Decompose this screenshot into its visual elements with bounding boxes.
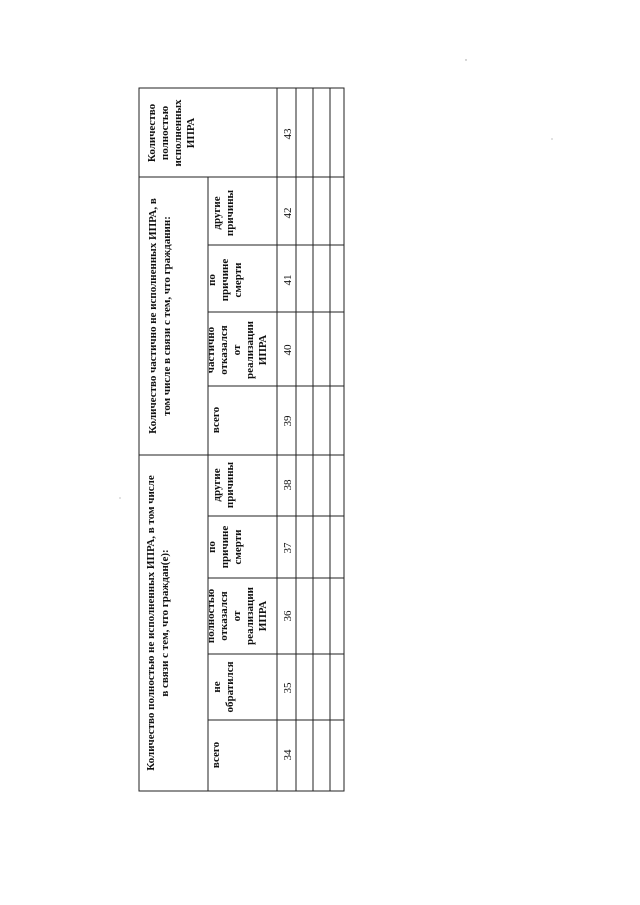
- header-total-partial: [210, 406, 222, 433]
- header-text: Количество: [146, 103, 158, 163]
- svg-text:35: 35: [282, 682, 294, 694]
- col-number: [282, 682, 294, 694]
- header-group-partially: [147, 198, 173, 434]
- header-text: причины: [224, 189, 236, 237]
- header-text: реализации: [244, 586, 256, 646]
- col-number: [282, 208, 294, 219]
- header-text: отказался: [218, 325, 230, 375]
- header-not-applied: [211, 661, 236, 712]
- col-number: [282, 275, 294, 286]
- svg-text:38: 38: [282, 479, 294, 491]
- header-text: другие: [211, 468, 223, 502]
- col-number: [282, 542, 294, 554]
- header-text: по: [206, 541, 218, 553]
- header-text: том числе в связи с тем, что гражданин:: [161, 216, 173, 416]
- col-number: [282, 610, 294, 622]
- header-text: смерти: [232, 529, 244, 565]
- svg-text:41: 41: [282, 274, 294, 286]
- header-text: всего: [210, 741, 222, 769]
- header-partially-refused: [205, 320, 269, 379]
- svg-text:42: 42: [282, 207, 294, 219]
- header-group-not-fulfilled: [145, 475, 171, 771]
- header-text: всего: [210, 406, 222, 434]
- col-number: [282, 128, 294, 140]
- scan-speck: [551, 138, 552, 139]
- header-text: смерти: [232, 262, 244, 298]
- svg-text:43: 43: [282, 128, 294, 140]
- header-text: Количество частично не исполненных ИПРА, в: [147, 198, 159, 434]
- col-number: [282, 479, 294, 491]
- col-number: [282, 415, 294, 427]
- header-text: причине: [219, 258, 231, 302]
- header-text: другие: [211, 196, 223, 230]
- header-text: ИПРА: [257, 600, 269, 632]
- header-other-reasons: [211, 189, 236, 236]
- scan-speck: [465, 59, 466, 60]
- svg-text:37: 37: [282, 542, 294, 554]
- header-text: от: [231, 344, 243, 356]
- col-number: [282, 749, 294, 761]
- svg-text:39: 39: [282, 415, 294, 427]
- header-text: Количество полностью не исполненных ИПРА, в том числе: [145, 475, 157, 771]
- scan-speck: [119, 497, 120, 498]
- header-other-reasons: [211, 461, 236, 508]
- header-text: от: [231, 610, 243, 622]
- header-text: не: [211, 681, 223, 693]
- header-text: причине: [219, 525, 231, 569]
- header-text: полностью: [159, 105, 171, 161]
- header-text: отказался: [218, 591, 230, 641]
- header-text: реализации: [244, 320, 256, 380]
- header-text: по: [206, 274, 218, 286]
- header-text: в связи с тем, что граждан(е):: [159, 549, 171, 697]
- header-fully-refused: [205, 586, 269, 645]
- header-text: ИПРА: [185, 117, 197, 149]
- header-text: причины: [224, 461, 236, 509]
- svg-text:34: 34: [282, 749, 294, 761]
- header-text: полностью: [205, 588, 217, 644]
- header-text: обратился: [224, 661, 236, 713]
- header-fully-fulfilled: [146, 99, 197, 167]
- svg-text:40: 40: [282, 344, 294, 356]
- header-death: [206, 259, 244, 302]
- header-text: исполненных: [172, 99, 184, 167]
- header-text: ИПРА: [257, 334, 269, 366]
- svg-text:36: 36: [282, 610, 294, 622]
- col-number: [282, 344, 294, 356]
- header-text: частично: [205, 326, 217, 374]
- header-death: [206, 526, 244, 569]
- header-total-full: [210, 741, 222, 768]
